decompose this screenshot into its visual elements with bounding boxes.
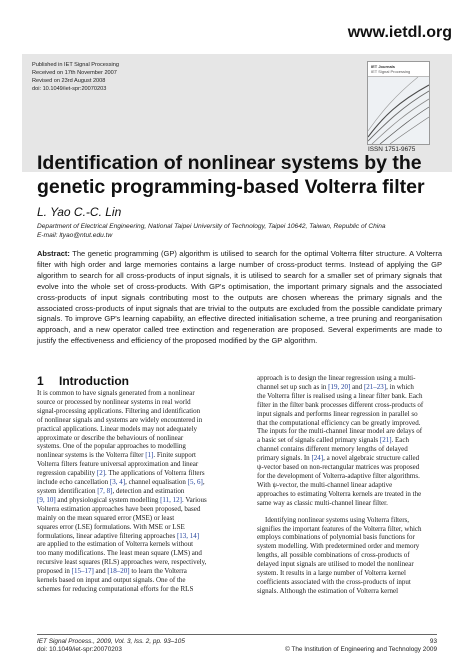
text-line (37, 434, 237, 443)
text-run: and (93, 567, 108, 576)
footer-rule (37, 634, 437, 635)
text-line (37, 558, 237, 567)
section-title: Introduction (59, 374, 129, 388)
paragraph-gap (257, 508, 453, 516)
text-line (37, 505, 237, 514)
text-line (257, 516, 453, 525)
text-run: a basic set of signals called primary signals (257, 436, 380, 445)
text-line (37, 389, 237, 398)
citation-link[interactable]: [13, 14] (176, 531, 200, 540)
text-line (257, 587, 453, 596)
text-run: With ψ-vector, the multi-channel linear adaptive (257, 480, 393, 489)
text-line (37, 496, 237, 505)
text-line (257, 454, 453, 463)
text-line (37, 469, 237, 478)
text-line (257, 463, 453, 472)
text-run: delayed input signals are utilised to model the nonlinear (257, 560, 414, 569)
text-run: mainly on the mean squared error (MSE) or least (37, 513, 175, 522)
text-line (37, 523, 237, 532)
footer-citation (37, 638, 185, 655)
text-line (37, 398, 237, 407)
title-line: Identification of nonlinear systems by the (37, 152, 422, 174)
page-number: 93 (429, 638, 437, 645)
text-run: formulations, linear adaptive filtering approaches (37, 531, 177, 540)
citation-link[interactable]: [2] (96, 469, 106, 478)
text-run: . Each (391, 436, 410, 445)
abstract (37, 249, 442, 347)
text-run: approach is to design the linear regression using a multi- (257, 374, 416, 382)
authors: L. Yao C.-C. Lin (37, 205, 122, 219)
citation-link[interactable]: [21] (379, 436, 392, 445)
text-run: to learn the Volterra (129, 567, 187, 576)
text-line (257, 525, 453, 534)
text-run: approaches to estimating Volterra kernels are treated in the (257, 489, 422, 498)
text-run: include echo cancellation (37, 478, 110, 487)
text-line (37, 442, 237, 451)
text-run: , a novel algebraic structure called (323, 454, 420, 463)
citation-link[interactable]: [21–23] (363, 382, 387, 391)
text-run: coefficients associated with the cross-products of input (257, 577, 411, 586)
text-line (257, 499, 453, 508)
citation-link[interactable]: [3, 4] (109, 478, 126, 487)
text-run: ψ-vector based on non-rectangular matrices was proposed (257, 463, 420, 472)
text-line (257, 392, 453, 401)
text-line (257, 383, 453, 392)
text-run: too many modifications. The least mean square (LMS) and (37, 549, 202, 558)
text-run: system. It results in a large number of Volterra kernel (257, 569, 406, 578)
cover-journal-title: IET Signal Processing (371, 69, 411, 74)
text-line (257, 410, 453, 419)
issn: ISSN 1751-9675 (368, 146, 416, 153)
text-run: kernels based on input and output signals. One of the (37, 576, 186, 585)
text-run: system modelling. With predetermined order and memory (257, 542, 420, 551)
text-line (257, 436, 453, 445)
text-run: employs combinations of polynomial basis functions for (257, 533, 415, 542)
text-run: of nonlinear signals and systems are widely encountered in (37, 415, 203, 424)
text-line (257, 374, 453, 383)
text-run: Volterra estimation approaches have been proposed, based (37, 504, 201, 513)
text-line (257, 542, 453, 551)
text-run: , in which (386, 382, 414, 391)
text-run: system identification (37, 486, 98, 495)
copyright: © The Institution of Engineering and Technology 2009 (285, 646, 437, 654)
text-run: signals. Although the estimation of Volterra kernel (257, 586, 399, 595)
right-column-paragraph-1 (257, 374, 453, 508)
abstract-text: The genetic programming (GP) algorithm is utilised to search for the optimal Volterra filter structure. A Volterra filter with high order and large memories contains a large number of cross-product terms. Instead of applying the GP algorithm to search for all cross-products of input signals, it is utilised to search for a smaller set of primary signals that evolve into the whole set of cross-products. With GP's optimisation, the important primary signals and the associated cross-products of input signals contributing most to the outputs are chosen whereas the primary signals and the associated cross-products of input signals that are trivial to the outputs are excluded from the possible candidate primary signals. To improve GP's learning capability, an effective directed initialisation scheme, a tree pruning and reorganisation approach, and a new operator called tree extinction and regeneration are proposed. Several experiments are made to justify the effectiveness and efficiency of the proposed modified by the GP algorithm. (37, 249, 442, 346)
received-line: Received on 17th November 2007 (32, 70, 117, 76)
text-line (37, 451, 237, 460)
text-line (37, 425, 237, 434)
text-line (37, 576, 237, 585)
text-run: . Various (181, 495, 207, 504)
section-number: 1 (37, 374, 44, 388)
citation-link[interactable]: [18–20] (107, 567, 130, 576)
text-line (37, 540, 237, 549)
text-line (257, 533, 453, 542)
text-line (37, 487, 237, 496)
text-line (37, 585, 237, 594)
text-run: channel contains different memory lengths of delayed (257, 445, 408, 454)
text-line (37, 407, 237, 416)
text-line (257, 445, 453, 454)
text-line (257, 401, 453, 410)
right-column-text (257, 374, 453, 596)
text-line (257, 569, 453, 578)
text-line (37, 567, 237, 576)
text-run: same way as classic multi-channel linear filter. (257, 498, 388, 507)
text-run: for the development of Volterra-adaptive filter algorithms. (257, 471, 420, 480)
text-run: practical applications. Linear models may not adequately (37, 424, 197, 433)
text-run: , channel equalisation (125, 478, 188, 487)
text-line (257, 419, 453, 428)
citation-link[interactable]: [15–17] (71, 567, 94, 576)
text-run: The inputs for the multi-channel linear model are delays of (257, 427, 423, 436)
text-line (257, 481, 453, 490)
footer-page-info (285, 638, 437, 655)
text-run: Volterra filters feature universal approximation and linear (37, 460, 199, 469)
text-run: signifies the important features of the Volterra filter, which (257, 524, 422, 533)
citation-link[interactable]: [7, 8] (97, 486, 113, 495)
text-line (37, 416, 237, 425)
publication-info (32, 61, 119, 93)
cover-header (368, 62, 429, 77)
cover-logo: IET Journals (371, 64, 396, 69)
text-run: Identifying nonlinear systems using Volterra filters, (265, 515, 409, 524)
text-run: nonlinear systems is the Volterra filter (37, 451, 146, 460)
text-run: . Finite support (153, 451, 196, 460)
text-run: filter in the filter bank processes different cross-products of (257, 400, 424, 409)
text-run: channel set up such as in (257, 382, 329, 391)
left-column-text (37, 389, 237, 594)
text-run: input signals and performs linear regression in parallel so (257, 409, 418, 418)
text-run: the Volterra filter is realised using a linear filter bank. Each (257, 391, 423, 400)
text-run: source or processed by nonlinear systems in real world (37, 397, 191, 406)
doi-line: doi: 10.1049/iet-spr:20070203 (32, 86, 107, 92)
text-run: , detection and estimation (112, 486, 185, 495)
citation-link[interactable]: [5, 6] (187, 478, 203, 487)
text-line (37, 514, 237, 523)
text-run: regression capability (37, 469, 97, 478)
citation-link[interactable]: [11, 12] (160, 495, 182, 504)
text-run: schemes for reducing computational efforts for the RLS (37, 584, 194, 593)
text-run: primary signals. In (257, 454, 312, 463)
footer-journal: IET Signal Process., 2009, Vol. 3, Iss. 2, pp. 93–105 (37, 638, 185, 645)
text-run: and (350, 382, 364, 391)
title-line: genetic programming-based Volterra filter (37, 176, 425, 198)
footer-doi: doi: 10.1049/iet-spr:20070203 (37, 646, 122, 654)
text-run: It is common to have signals generated from a nonlinear (37, 389, 195, 397)
right-column-paragraph-2 (257, 516, 453, 596)
citation-link[interactable]: [24] (311, 454, 324, 463)
text-line (257, 472, 453, 481)
text-run: systems. One of the popular approaches to modelling (37, 442, 186, 451)
text-line (257, 578, 453, 587)
abstract-label: Abstract: (37, 249, 70, 258)
text-line (37, 532, 237, 541)
text-line (257, 427, 453, 436)
text-run: squares error (LSE) formulations. With MSE or LSE (37, 522, 185, 531)
text-line (37, 478, 237, 487)
citation-link[interactable]: [19, 20] (328, 382, 351, 391)
text-run: lengths, all possible combinations of cross-products of (257, 551, 410, 560)
text-run: , (202, 478, 205, 487)
department: Department of Electrical Engineering, National Taipei University of Technology, Taipei 10642, Taiwan, Republic of China (37, 223, 386, 230)
text-line (37, 460, 237, 469)
text-run: approximate or describe the behaviours of nonlinear (37, 433, 184, 442)
text-run: proposed in (37, 567, 72, 576)
text-line (257, 560, 453, 569)
site-url[interactable]: www.ietdl.org (347, 24, 452, 41)
text-line (37, 549, 237, 558)
text-run: . The applications of Volterra filters (105, 469, 205, 478)
text-line (257, 551, 453, 560)
text-line (257, 490, 453, 499)
text-run: that the computational efficiency can be greatly improved. (257, 418, 421, 427)
paper-title (37, 151, 437, 199)
text-run: are applied to the estimation of Volterra kernels without (37, 540, 194, 549)
text-run: and physiological system modelling (55, 495, 161, 504)
affiliation (37, 222, 386, 240)
text-run: recursive least squares (RLS) approaches were, respectively, (37, 558, 207, 567)
revised-line: Revised on 23rd August 2008 (32, 78, 106, 84)
text-run: signal-processing applications. Filtering and identification (37, 406, 201, 415)
published-in-line: Published in IET Signal Processing (32, 62, 119, 68)
cover-artwork (368, 77, 429, 144)
email[interactable]: E-mail: ltyao@ntut.edu.tw (37, 232, 113, 239)
citation-link[interactable]: [9, 10] (37, 495, 56, 504)
section-heading (37, 374, 129, 388)
citation-link[interactable]: [1] (145, 451, 154, 460)
journal-cover-thumbnail (367, 61, 430, 145)
